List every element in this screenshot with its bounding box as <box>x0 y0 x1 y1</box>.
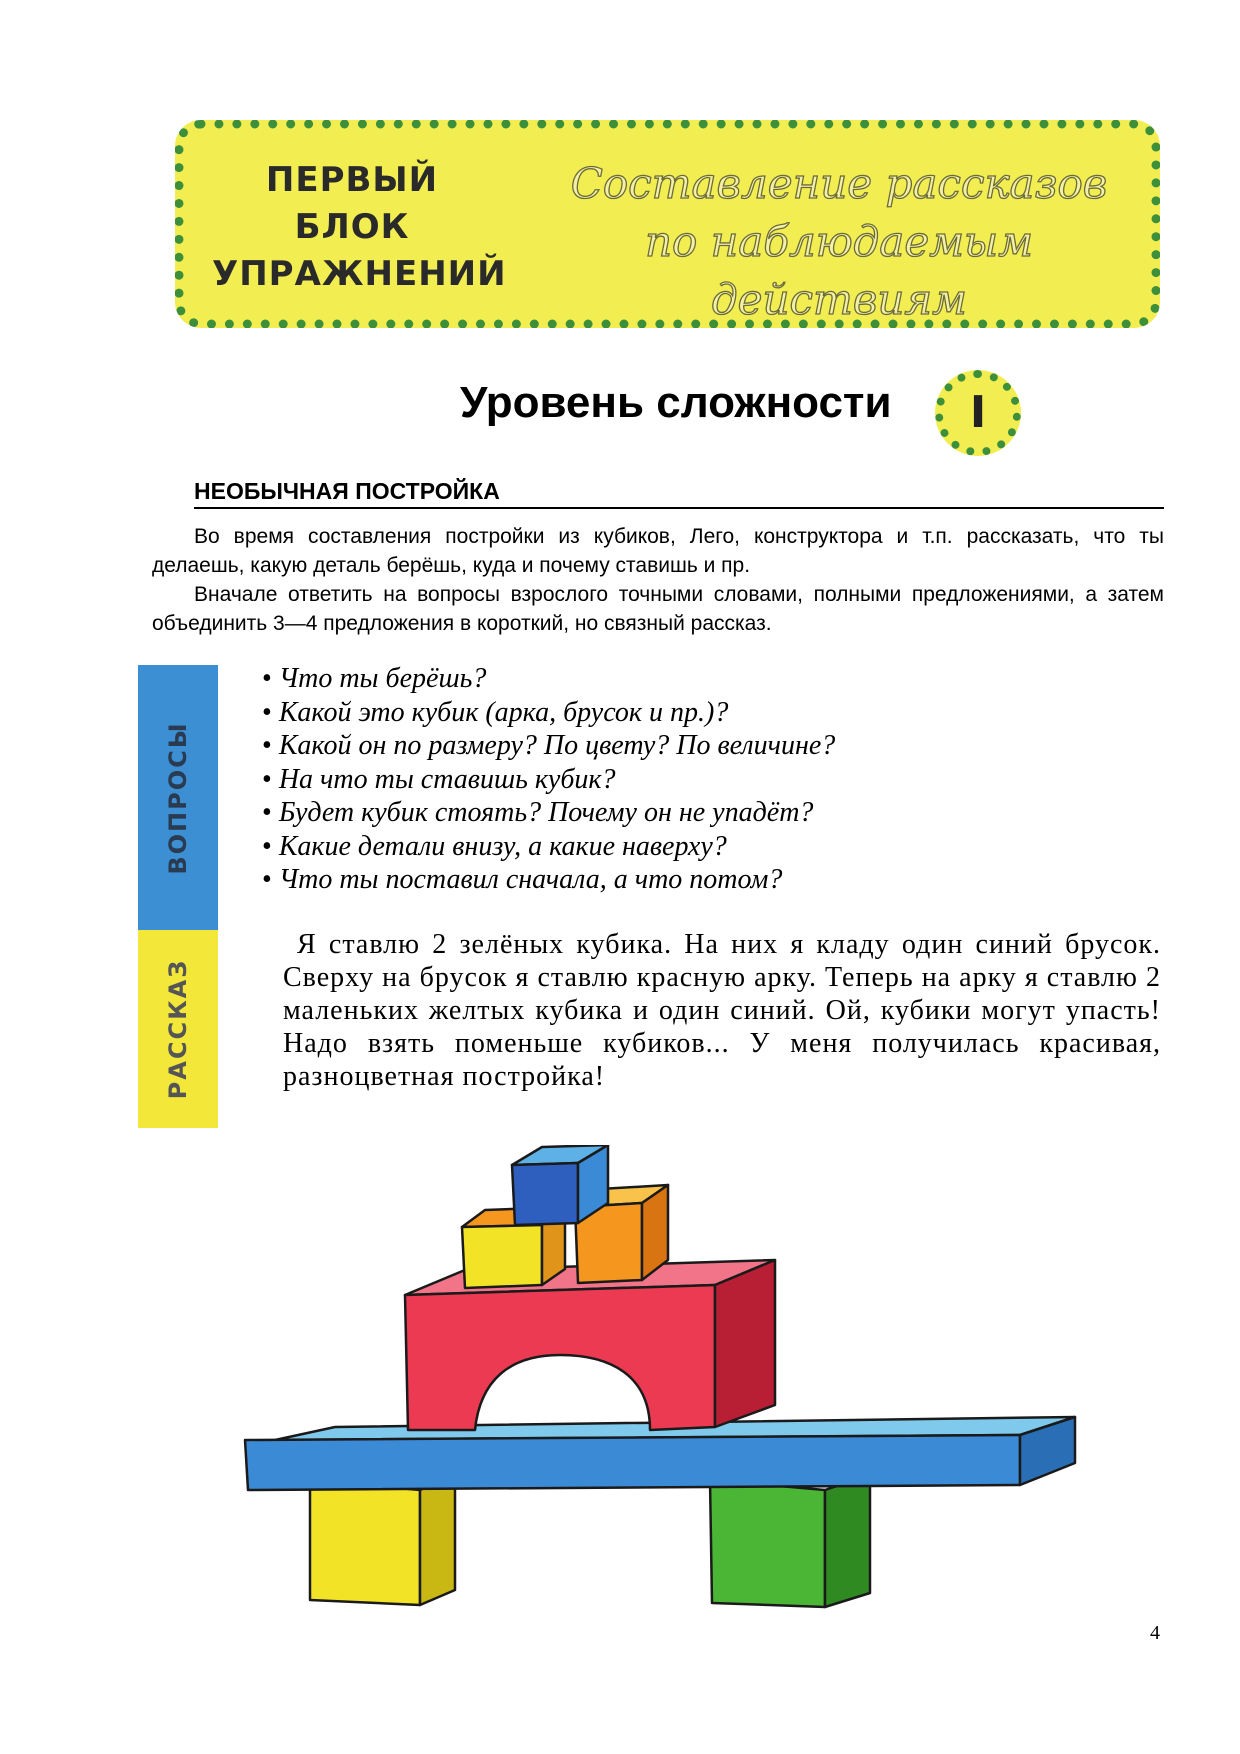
block-banner <box>175 120 1160 328</box>
question-item: • Какой это кубик (арка, брусок и пр.)? <box>262 696 835 730</box>
question-item: • На что ты ставишь кубик? <box>262 763 835 797</box>
yellow-cube <box>310 1475 455 1605</box>
story-tab <box>138 930 218 1128</box>
block-subtitle-line: Составление рассказов <box>570 159 1108 208</box>
story-tab-label: РАССКАЗ <box>164 958 192 1100</box>
small-blue-cube-top <box>512 1145 608 1225</box>
block-title-line: ПЕРВЫЙ <box>265 160 439 200</box>
block-title-line: БЛОК <box>294 207 410 247</box>
page-number: 4 <box>1150 1622 1160 1644</box>
question-item: • Будет кубик стоять? Почему он не упадёт? <box>262 796 835 830</box>
level-title: Уровень сложности <box>460 378 892 427</box>
intro-paragraph: Во время составления постройки из кубиков, Лего, конструктора и т.п. рассказать, что ты делаешь, какую деталь берёшь, куда и почему ставишь и пр. <box>152 525 1164 577</box>
questions-tab-label: ВОПРОСЫ <box>164 720 192 875</box>
block-title-line: УПРАЖНЕНИЙ <box>212 254 507 294</box>
green-cube <box>710 1475 870 1607</box>
question-item: • Какой он по размеру? По цвету? По величине? <box>262 729 835 763</box>
level-badge: I <box>935 370 1021 456</box>
red-arch <box>405 1260 775 1430</box>
question-item: • Какие детали внизу, а какие наверху? <box>262 830 835 864</box>
question-item: • Что ты берёшь? <box>262 662 835 696</box>
block-title <box>212 157 507 298</box>
questions-tab <box>138 665 218 930</box>
exercise-intro <box>152 522 1164 638</box>
blocks-building-illustration <box>230 1145 1080 1615</box>
story-text: Я ставлю 2 зелёных кубика. На них я кладу один синий брусок. Сверху на брусок я ставлю красную арку. Теперь на арку я ставлю 2 маленьких желтых кубика и один синий. Ой, кубики могут упасть! Надо взять поменьше кубиков... У меня получилась красивая, разноцветная постройка! <box>283 929 1161 1092</box>
intro-paragraph: Вначале ответить на вопросы взрослого точными словами, полными предложениями, а затем объединить 3—4 предложения в короткий, но связный рассказ. <box>152 583 1164 635</box>
block-subtitle <box>549 155 1129 329</box>
questions-list <box>262 662 835 897</box>
exercise-title: НЕОБЫЧНАЯ ПОСТРОЙКА <box>194 478 1164 509</box>
block-subtitle-line: по наблюдаемым действиям <box>644 217 1034 324</box>
question-item: • Что ты поставил сначала, а что потом? <box>262 863 835 897</box>
